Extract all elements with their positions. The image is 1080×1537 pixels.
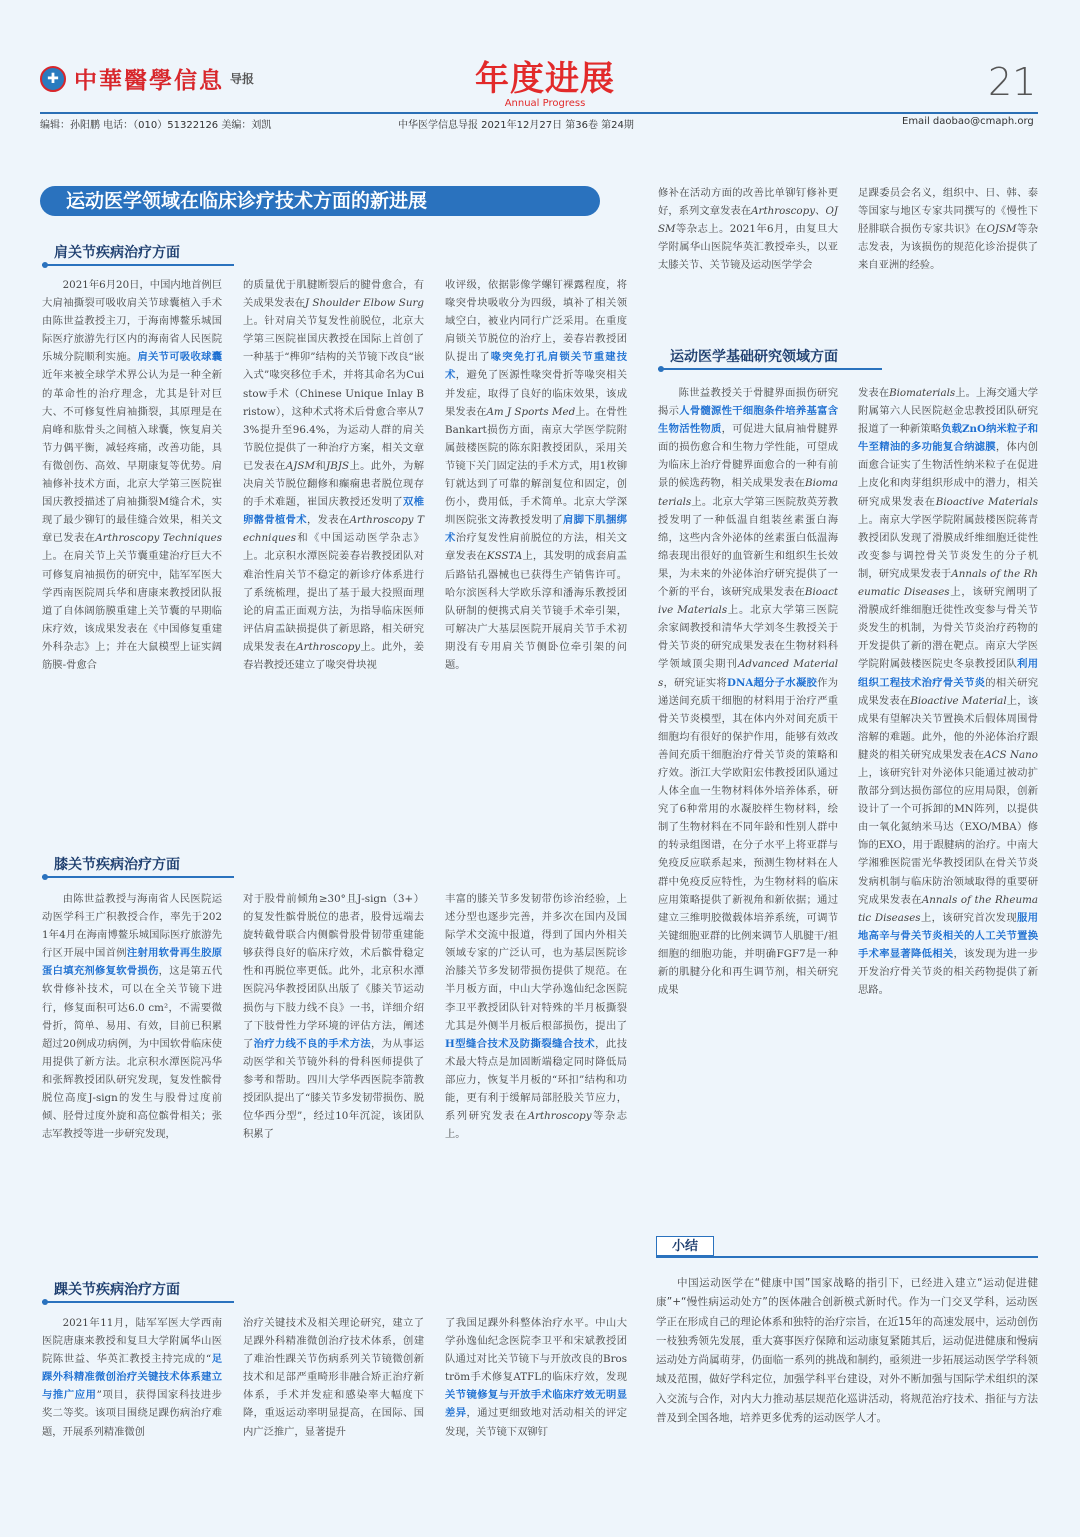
editor-info: 编辑：孙阳鹏 电话：（010）51322126 美编：刘凯 xyxy=(40,120,272,131)
highlight-span: 注射用软骨再生胶原蛋白填充剂修复软骨损伤 xyxy=(42,947,223,978)
journal-span: Bioactive Materials xyxy=(658,586,838,617)
journal-span: OJSM xyxy=(986,223,1017,236)
header-rule xyxy=(40,112,1038,114)
basic-research-column-2 xyxy=(858,384,1038,999)
text-span: ，可促进大鼠肩袖骨腱界面的损伤愈合和生物力学性能，可望成为临床上治疗骨腱界面愈合的一种有前景的候选药物，相关成果发表在 xyxy=(658,423,839,490)
shoulder-column-2 xyxy=(243,276,424,674)
text-span: 收评级，依据影像学螺钉裸露程度，将喙突骨块吸收分为四级，填补了相关领域空白，被业内同行广泛采用。在重度肩锁关节脱位的治疗上，姜春岩教授团队提出了 xyxy=(445,279,627,364)
ankle-consensus-column xyxy=(858,184,1038,274)
text-span: 近年来被全球学术界公认为是一种全新的革命性的治疗理念，尤其是针对巨大、不可修复性肩袖撕裂，其原理是在肩峰和肱骨头之间植入球囊，恢复肩关节力偶平衡，减轻疼痛，改善功能，具有微创伤、高效、早期康复等优势。肩袖修补技术方面，北京大学第三医院崔国庆教授描述了肩袖撕裂M缝合术，实现了最少铆钉的最佳缝合效果，相关文章已发表在 xyxy=(42,369,222,545)
journal-span: J Shoulder Elbow Surg xyxy=(304,297,424,310)
text-span: 上。此外，姜春岩教授还建立了喙突骨块视 xyxy=(243,640,425,671)
page-header xyxy=(0,0,1080,138)
text-span: 修补在活动方面的改善比单铆钉修补更好，系列文章发表在 xyxy=(658,187,838,218)
text-span: 的相关研究成果发表在 xyxy=(858,676,1039,707)
text-span: 上。在骨性Bankart损伤方面，南京大学医学院附属鼓楼医院的陈东阳教授团队，采用关节镜下关门固定法的手术方式，用1枚铆钉就达到了可靠的解剖复位和固定，创伤小，费用低，手术简单。北京大学深圳医院张文涛教授发明了 xyxy=(445,405,627,527)
shoulder-column-1 xyxy=(42,276,222,674)
highlight-span: 喙突免打孔肩锁关节重建技术 xyxy=(445,351,628,382)
text-span: 上。北京大学第三医院敖英芳教授发明了一种低温自组装丝素蛋白海绵，这些内含外泌体的丝素蛋白低温海绵表现出很好的血管新生和组织生长效果，为未来的外泌体治疗研究提供了一个新的平台，该研究成果发表在 xyxy=(658,495,838,599)
masthead-name: 中華醫學信息 xyxy=(74,67,224,94)
journal-span: Bioactive Material xyxy=(910,694,1007,707)
text-span: 、 xyxy=(815,205,826,218)
highlight-span: 关节镜修复与开放手术临床疗效无明显差异 xyxy=(445,1389,627,1420)
ankle-column-1 xyxy=(42,1314,222,1441)
knee-column-1 xyxy=(42,890,222,1143)
highlight-span: 双椎卵髂骨植骨术 xyxy=(243,496,425,527)
text-span: 等杂志上。2021年6月，由复旦大学附属华山医院华英汇教授牵头，以亚太膝关节、关节镜及运动医学学会 xyxy=(658,223,838,272)
journal-span: Biomaterials xyxy=(889,387,956,399)
text-span: 上，其发明的成套肩盂后路钻孔器械也已获得生产销售许可。哈尔滨医科大学欧乐淳和潘海乐教授团队研制的便携式肩关节镜手术牵引架，可解决广大基层医院开展肩关节手术初期没有专用肩关节侧卧位牵引架的问题。 xyxy=(445,550,628,671)
journal-span: AJSM xyxy=(285,459,316,472)
journal-span: ACS Nano xyxy=(984,748,1039,761)
emblem-icon: ✚ xyxy=(40,66,66,92)
text-span: 上。南京大学医学院附属鼓楼医院蒋青教授团队发现了滑膜成纤维细胞迁徙性改变参与调控骨关节炎发生的分子机制，研究成果发表于 xyxy=(858,513,1038,580)
email-info: Email daobao@cmaph.org xyxy=(902,116,1034,127)
journal-span: Arthroscopy xyxy=(296,640,361,653)
knee-column-2 xyxy=(243,890,424,1143)
text-span: ，通过更细致地对活动相关的评定发现，关节镜下双铆钉 xyxy=(445,1407,628,1438)
text-span: 作为递送间充质干细胞的材料用于治疗严重骨关节炎模型，其在体内外对间充质干细胞均有很好的保护作用，能够有效改善间充质干细胞治疗骨关节炎的策略和疗效。浙江大学欧阳宏伟教授团队通过人体全血一生物材料体外培养体系，研究了6种常用的水凝胶样生物材料，绘制了生物材料在不同年龄和性别人群中的转录组图谱，在分子水平上将亚群与免疫反应联系起来，预测生物材料在人群中免疫反应特性，为生物材料的临床应用策略提供了新视角和新依据；通过建立三维明胶微载体培养系统，可调节关键细胞亚群的比例来调节人肌腱干/祖细胞的细胞功能，并明确FGF7是一种新的肌腱分化和再生调节剂，相关研究成果 xyxy=(658,676,838,997)
heading-knee: 膝关节疾病治疗方面 xyxy=(42,854,234,878)
section-title: 年度进展 xyxy=(475,59,615,99)
highlight-span: 足踝外科精准微创治疗关键技术体系建立与推广应用 xyxy=(42,1353,222,1402)
issue-info: 中华医学信息导报 2021年12月27日 第36卷 第24期 xyxy=(398,120,634,131)
section-heading xyxy=(460,60,630,110)
journal-span: Arthroscopy Techniques xyxy=(243,514,425,545)
journal-span: Annals of the Rheumatic Diseases xyxy=(858,567,1038,599)
text-span: 等杂志发表，为该损伤的规范化诊治提供了来自亚洲的经验。 xyxy=(858,223,1039,272)
text-span: 对于股骨前倾角≥30°且J-sign（3+）的复发性髌骨脱位的患者，股骨远端去旋转截骨联合内侧髌骨股骨韧带重建能够获得良好的临床疗效，术后髌骨稳定性和再脱位率更低。此外，北京积水潭医院冯华教授团队出版了《膝关节运动损伤与下肢力线不良》一书，详细介绍了下肢骨性力学环境的评估方法，阐述了 xyxy=(243,893,424,1050)
journal-span: Bioactive Materials xyxy=(935,495,1039,508)
masthead-logo xyxy=(40,62,254,95)
text-span: 了我国足踝外科整体治疗水平。中山大学孙逸仙纪念医院李卫平和宋斌教授团队通过对比关节镜下与开放改良的Broström手术修复ATFL的临床疗效，发现 xyxy=(445,1317,627,1384)
highlight-span: 肩关节可吸收球囊 xyxy=(137,351,223,364)
text-span: 上，该研究首次发现 xyxy=(920,911,1018,924)
highlight-span: H型缝合技术及防撕裂缝合技术 xyxy=(445,1037,596,1050)
text-span: 的质量优于肌腱断裂后的腱骨愈合，有关成果发表在 xyxy=(243,279,424,310)
text-span: ”项目，获得国家科技进步奖二等奖。该项目围绕足踝伤病治疗难题，开展系列精准微创 xyxy=(42,1389,223,1438)
text-span: 2021年6月20日，中国内地首例巨大肩袖撕裂可吸收肩关节球囊植入手术由陈世益教授主刀，于海南博鳌乐城国际医疗旅游先行区内的海南省人民医院乐城分院顺利实施。 xyxy=(42,279,222,364)
journal-span: Annals of the Rheumatic Diseases xyxy=(858,893,1038,924)
page-number: 21 xyxy=(988,60,1037,104)
text-span: 2021年11月，陆军军医大学西南医院唐康来教授和复旦大学附属华山医院陈世益、华英汇教授主持完成的“ xyxy=(42,1317,222,1366)
text-span: 陈世益教授关于骨腱界面损伤研究揭示 xyxy=(658,387,838,418)
text-span: 治疗复发性肩前脱位的方法，相关文章发表在 xyxy=(445,532,628,563)
text-span: ，体内创面愈合证实了生物活性纳米粒子在促进上皮化和肉芽组织形成中的潜力，相关研究成果发表在 xyxy=(858,441,1039,508)
basic-research-column-1 xyxy=(658,384,838,999)
text-span: 治疗关键技术及相关理论研究，建立了足踝外科精准微创治疗技术体系，创建了难治性踝关节伤病系列关节镜微创新技术和足部严重畸形非融合矫正治疗新体系，手术并发症和感染率大幅度下降，重返运动率明显提高，在国际、国内广泛推广，显著提升 xyxy=(243,1317,424,1438)
summary-heading: 小结 xyxy=(656,1236,714,1256)
text-span: 上，该研究针对外泌体只能通过被动扩散部分到达损伤部位的应用局限，创新设计了一个可拆卸的MN阵列，以提供由一氧化氮纳米马达（EXO/MBA）修饰的EXO，用于跟腱病的治疗。中南大学湘雅医院雷光华教授团队在骨关节炎发病机制与临床防治领域取得的重要研究成果发表在 xyxy=(858,766,1038,906)
journal-span: KSSTA xyxy=(486,550,523,563)
text-span: 发表在 xyxy=(858,387,890,399)
journal-span: Arthroscopy Techniques xyxy=(95,532,222,545)
text-span: 上，该成果有望解决关节置换术后假体周围骨溶解的难题。此外，他的外泌体治疗跟腱炎的相关研究成果发表在 xyxy=(858,694,1039,761)
highlight-span: DNA超分子水凝胶 xyxy=(727,676,818,689)
text-span: 和《中国运动医学杂志》上。北京积水潭医院姜春岩教授团队对难治性肩关节不稳定的新诊疗体系进行了系统梳理，提出了基于最大投照面理论的肩盂正面观方法，为指导临床医师评估肩盂缺损提供了新思路，相关研究成果发表在 xyxy=(243,532,424,653)
text-span: 上，该研究阐明了滑膜成纤维细胞迁徙性改变参与骨关节炎发生的机制，为骨关节炎治疗药物的开发提供了新的潜在靶点。南京大学医学院附属鼓楼医院史冬泉教授团队 xyxy=(858,586,1039,671)
text-span: 足踝委员会名义，组织中、日、韩、泰等国家与地区专家共同撰写的《慢性下胫腓联合损伤专家共识》在 xyxy=(858,187,1038,236)
summary-heading-bar xyxy=(656,1236,1038,1258)
journal-span: Biomaterials xyxy=(658,477,838,508)
text-span: ，该发现为进一步开发治疗骨关节炎的相关药物提供了新思路。 xyxy=(858,947,1039,997)
text-span: 上。此外，为解决肩关节脱位翻修和癫痫患者脱位现存的手术难题，崔国庆教授还发明了 xyxy=(243,459,425,509)
highlight-span: 服用地高辛与骨关节炎相关的人工关节置换手术率显著降低相关 xyxy=(858,911,1039,960)
highlight-span: 治疗力线不良的手术方法 xyxy=(253,1037,372,1050)
heading-basic-research: 运动医学基础研究领域方面 xyxy=(658,346,882,370)
ankle-column-2 xyxy=(243,1314,424,1441)
summary-paragraph: 中国运动医学在“健康中国”国家战略的指引下，已经进入建立“运动促进健康”+“慢性病运动处方”的医体融合创新模式新时代。作为一门交叉学科，运动医学正在形成自己的理论体系和独特的治疗宗旨，在近15年的高速发展中，运动创伤一枝独秀领先发展，重大赛事医疗保障和运动康复紧随其后，运动促进健康和慢病运动处方尚属萌芽，仍面临一系列的挑战和制约，亟须进一步拓展运动医学学科领域及范围，做好学科定位，加强学科平台建设，对外不断加强与国际学术组织的深入交流与合作，对内大力推动基层规范化巡讲活动，将规范治疗技术、指征与方法普及到全国各地，培养更多优秀的运动医学人才。 xyxy=(656,1277,1038,1425)
section-title-en: Annual Progress xyxy=(504,98,586,109)
highlight-span: 肩脚下肌捆绑术 xyxy=(445,514,628,545)
ankle-column-3 xyxy=(445,1314,627,1441)
highlight-span: 利用组织工程技术治疗骨关节炎 xyxy=(858,658,1039,689)
text-span: 等杂志上。 xyxy=(445,1110,628,1141)
knee-column-3 xyxy=(445,890,627,1143)
summary-text xyxy=(656,1274,1038,1428)
shoulder-column-3 xyxy=(445,276,627,674)
text-span: ，此技术最大特点是加固断端稳定同时降低局部应力，恢复半月板的“环扣”结构和功能，更有利于缓解局部胫股关节应力，系列研究发表在 xyxy=(445,1037,628,1123)
text-span: 丰富的膝关节多发韧带伤诊治经验，上述分型也逐步完善，并多次在国内及国际学术交流中报道，得到了国内外相关领域专家的广泛认可，也为基层医院诊治膝关节多发韧带损伤提供了规范。在半月板方面，中山大学孙逸仙纪念医院李卫平教授团队针对特殊的半月板撕裂尤其是外侧半月板后根部损伤，提出了 xyxy=(445,893,627,1032)
text-span: ，为从事运动医学和关节镜外科的骨科医师提供了参考和帮助。四川大学华西医院李箭教授团队提出了“膝关节多发韧带损伤、脱位华西分型”，经过10年沉淀，该团队积累了 xyxy=(243,1037,425,1141)
journal-span: Arthroscopy xyxy=(527,1110,592,1123)
text-span: 上。上海交通大学附属第六人民医院赵金忠教授团队研究报道了一种新策略 xyxy=(858,387,1039,436)
journal-span: JBJS xyxy=(326,459,350,472)
text-span: 上。北京大学第三医院余家阔教授和清华大学刘冬生教授关于骨关节炎的研究成果发表在生物材料科学领域顶尖期刊 xyxy=(658,604,839,671)
journal-span: OJSM xyxy=(658,205,839,236)
journal-span: Advanced Materials xyxy=(658,658,838,689)
text-span: ，研究证实将 xyxy=(663,676,728,689)
heading-ankle: 踝关节疾病治疗方面 xyxy=(42,1279,234,1303)
text-span: ，避免了医源性喙突骨折等喙突相关并发症，取得了良好的临床效果，该成果发表在 xyxy=(445,369,628,418)
masthead-sub: 导报 xyxy=(230,72,255,86)
text-span: ，这是第五代软骨修补技术，可以在全关节镜下进行，修复面积可达6.0 cm²，不需要微骨折，简单、易用、有效，目前已积累超过20例成功病例，为中国软骨临床使用提供了新方法。北京积水潭医院冯华和张辉教授团队研究发现，复发性髌骨脱位高度J-sign的发生与股骨过度前倾、胫骨过度外旋和高位髌骨相关；张志军教授等进一步研究发现， xyxy=(42,965,223,1141)
text-span: 和 xyxy=(315,459,327,472)
heading-shoulder: 肩关节疾病治疗方面 xyxy=(42,242,234,266)
text-span: ，发表在 xyxy=(306,514,350,527)
journal-span: Arthroscopy xyxy=(751,205,816,218)
text-span: 由陈世益教授与海南省人民医院运动医学科王广积教授合作，率先于2021年4月在海南博鳌乐城国际医疗旅游先行区开展中国首例 xyxy=(42,893,222,960)
highlight-span: 负载ZnO纳米粒子和牛至精油的多功能复合纳滤膜 xyxy=(858,423,1038,454)
text-span: 上。在肩关节上关节囊重建治疗巨大不可修复肩袖损伤的研究中，陆军军医大学西南医院周兵华和唐康来教授团队报道了自体阔筋膜重建上关节囊的早期临床疗效，该成果发表在《中国修复重建外科杂志》上；并在大鼠模型上证实阔筋膜-骨愈合 xyxy=(42,550,222,671)
text-span: 上。针对肩关节复发性前脱位，北京大学第三医院崔国庆教授在国际上首创了一种基于“榫卯”结构的关节镜下改良“嵌入式”喙突移位手术，并将其命名为Cuistow手术（Chinese Unique Inlay Bristow），这种术式将术后骨愈合率从73%提升至96.4%，为运动人群的肩关节脱位提供了一种治疗方案，相关文章已发表在 xyxy=(243,315,424,472)
highlight-span: 人骨髓源性干细胞条件培养基富含生物活性物质 xyxy=(658,405,839,436)
ankle-continued-column xyxy=(658,184,838,274)
journal-span: Am J Sports Med xyxy=(486,405,576,418)
article-title: 运动医学领域在临床诊疗技术方面的新进展 xyxy=(40,186,600,216)
